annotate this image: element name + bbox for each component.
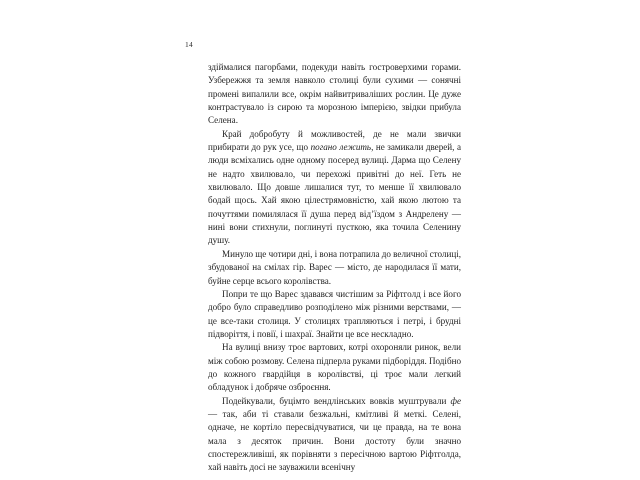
emphasized-text: погано лежить (310, 142, 372, 153)
paragraph: На вулиці внизу троє вартових, котрі охороняли ринок, вели між собою розмову. Селена підперла руками підборіддя. Подібно до кожного гвардійця в королівстві, ці троє мали легкий обладунок і добряче озброєння. (208, 342, 461, 393)
paragraph: Подейкували, буцімто вендлінських вовків муштрували фе — так, аби ті ставали безжальні, кмітливі й меткі. Селені, одначе, не кортіло пересвідчуватися, чи це правда, на те вона мала з десяток причин. Вони достоту були значно спостережливіші, як порівняти з пересічною вартою Ріфтголда, хай навіть досі не зауважили всенічну (208, 395, 461, 473)
paragraph: Минуло ще чотири дні, і вона потрапила до величної столиці, збудованої на смілах гір. Варес — місто, де народилася її мати, буйне серце всього королівства. (208, 248, 461, 286)
paragraph: Попри те що Варес здавався чистішим за Ріфтголд і все його добро було справедливо розподілено між різними верствами, — це все-таки столиця. У столицях трапляються і петрі, і брудні підворіття, і повії, і шахраї. Знайти це все нескладно. (208, 288, 461, 339)
page-number: 14 (185, 40, 193, 49)
paragraph: здіймалися пагорбами, подекуди навіть гостроверхими горами. Узбережжя та земля навколо столиці були сухими — сонячні промені випалили все, окрім найвитриваліших рослин. Це дуже контрастувало із сирою та морозною імперією, звідки прибула Селена. (208, 62, 461, 126)
body-text-block (208, 61, 461, 475)
emphasized-text: фе (450, 395, 461, 406)
paragraph: Край добробуту й можливостей, де не мали звички прибирати до рук усе, що погано лежить, не замикали дверей, а люди всміхались одне одному посеред вулиці. Дарма що Селену не надто хвилювало, чи перехожі привітні до неї. Геть не хвилювало. Що довше лишалися тут, то менше її хвилювало бодай щось. Хай якою цілестрямовністю, хай якою лютою та почуттями помилялася її душа перед від’їздом з Андрелену — нині вони стихнули, поглинуті пусткою, яка точила Селенину душу. (208, 128, 461, 246)
